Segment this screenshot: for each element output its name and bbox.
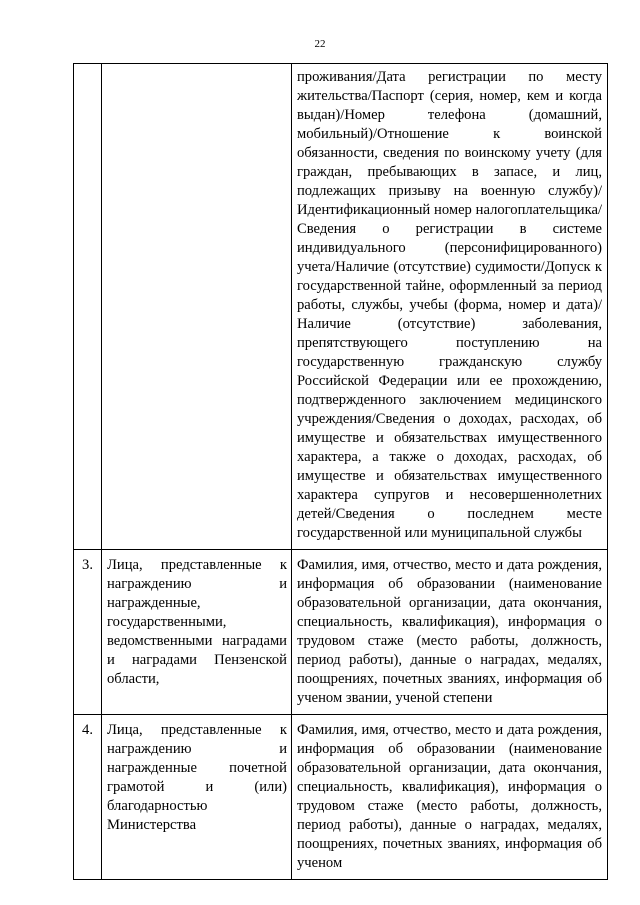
table-row (74, 64, 608, 550)
category-cell (102, 64, 292, 550)
row-number-cell: 4. (74, 715, 102, 880)
row-number-cell: 3. (74, 550, 102, 715)
category-cell: Лица, представленные к награждению и награжденные почетной грамотой и (или) благодарностью Министерства (102, 715, 292, 880)
row-number-cell (74, 64, 102, 550)
table-row (74, 550, 608, 715)
page-number: 22 (314, 38, 326, 50)
personal-data-cell: Фамилия, имя, отчество, место и дата рождения, информация об образовании (наименование образовательной организации, дата окончания, специальность, квалификация), информация о трудовом стаже (место работы, должность, период работы), данные о наградах, медалях, поощрениях, почетных званиях, информация об ученом (292, 715, 608, 880)
personal-data-table (73, 63, 608, 880)
personal-data-cell: Фамилия, имя, отчество, место и дата рождения, информация об образовании (наименование образовательной организации, дата окончания, специальность, квалификация), информация о трудовом стаже (место работы, должность, период работы), данные о наградах, медалях, поощрениях, почетных званиях, информация об ученом звании, ученой степени (292, 550, 608, 715)
personal-data-cell: проживания/Дата регистрации по месту жительства/Паспорт (серия, номер, кем и когда выдан)/Номер телефона (домашний, мобильный)/Отношение к воинской обязанности, сведения по воинскому учету (для граждан, пребывающих в запасе, и лиц, подлежащих призыву на военную службу)/Идентификационный номер налогоплательщика/Сведения о регистрации в системе индивидуального (персонифицированного) учета/Наличие (отсутствие) судимости/Допуск к государственной тайне, оформленный за период работы, службы, учебы (форма, номер и дата)/Наличие (отсутствие) заболевания, препятствующего поступлению на государственную гражданскую службу Российской Федерации или ее прохождению, подтвержденного заключением медицинского учреждения/Сведения о доходах, расходах, об имуществе и обязательствах имущественного характера, а также о доходах, расходах, об имуществе и обязательствах имущественного характера супругов и несовершеннолетних детей/Сведения о последнем месте государственной или муниципальной службы (292, 64, 608, 550)
table-row (74, 715, 608, 880)
category-cell: Лица, представленные к награждению и награжденные, государственными, ведомственными наградами и наградами Пензенской области, (102, 550, 292, 715)
